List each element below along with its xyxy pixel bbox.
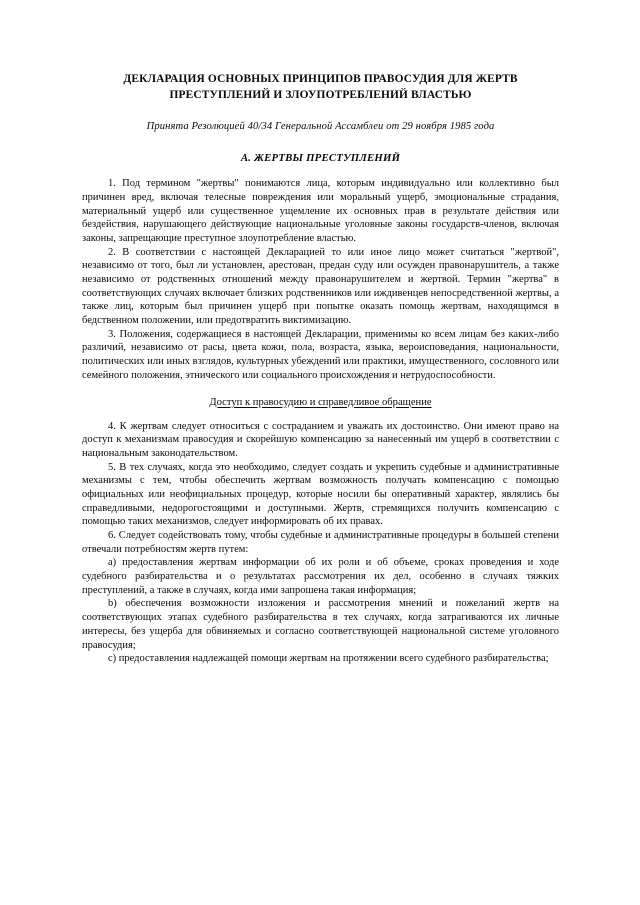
paragraph-3: 3. Положения, содержащиеся в настоящей Декларации, применимы ко всем лицам без каких-либо различий, независимо от расы, цвета кожи, пола, возраста, языка, вероисповедания, национальности, политических или иных взглядов, культурных убеждений или практики, имущественного, сословного или семейного положения, этнического или социального происхождения и нетрудоспособности. <box>82 328 559 381</box>
section-heading-a: А. ЖЕРТВЫ ПРЕСТУПЛЕНИЙ <box>240 152 401 165</box>
list-item-c: с) предоставления надлежащей помощи жертвам на протяжении всего судебного разбирательства; <box>108 653 549 665</box>
paragraph-4: 4. К жертвам следует относиться с состраданием и уважать их достоинство. Они имеют право на доступ к механизмам правосудия и скорейшую компенсацию за нанесенный им ущерб в соответствии с национальным законодательством. <box>82 420 559 459</box>
paragraph-1: 1. Под термином "жертвы" понимаются лица, которым индивидуально или коллективно был причинен вред, включая телесные повреждения или моральный ущерб, эмоциональные страдания, материальный ущерб или существенное ущемление их основных прав в результате действия или бездействия, нарушающего действующие национальные уголовные законы государств-членов, включая законы, запрещающие преступное злоупотребление властью. <box>82 178 559 244</box>
page-title-line-2: ПРЕСТУПЛЕНИЙ И ЗЛОУПОТРЕБЛЕНИЙ ВЛАСТЬЮ <box>169 88 472 101</box>
list-item-b: b) обеспечения возможности изложения и рассмотрения мнений и пожеланий жертв на соответствующих этапах судебного разбирательства в тех случаях, когда затрагиваются их личные интересы, без ущерба для обвиняемых и согласно соответствующей национальной системе уголовного правосудия; <box>82 598 559 651</box>
paragraph-5: 5. В тех случаях, когда это необходимо, следует создать и укрепить судебные и административные механизмы с тем, чтобы обеспечить жертвам возможность получать компенсацию с помощью официальных или неофициальных процедур, которые носили бы оперативный характер, являлись бы справедливыми, недорогостоящими и доступными. Жертв, стремящихся получить компенсацию с помощью таких механизмов, следует информировать об их правах. <box>82 461 559 528</box>
document-body <box>82 72 559 666</box>
subsection-heading-access-to-justice: Доступ к правосудию и справедливое обращение <box>209 396 432 408</box>
document-subtitle: Принята Резолюцией 40/34 Генеральной Ассамблеи от 29 ноября 1985 года <box>146 121 495 133</box>
paragraph-6: 6. Следует содействовать тому, чтобы судебные и административные процедуры в большей степени отвечали потребностям жертв путем: <box>82 530 559 555</box>
list-item-a: а) предоставления жертвам информации об их роли и об объеме, сроках проведения и ходе судебного разбирательства и о результатах рассмотрения их дел, особенно в случаях тяжких преступлений, а также в случаях, когда ими запрошена такая информация; <box>82 557 559 596</box>
page-title <box>96 72 545 103</box>
paragraph-2: 2. В соответствии с настоящей Декларацией то или иное лицо может считаться "жертвой", независимо от того, был ли установлен, арестован, предан суду или осужден правонарушитель, а также независимо от родственных отношений между правонарушителем и жертвой. Термин "жертва" в соответствующих случаях включает близких родственников или иждивенцев непосредственной жертвы, а также лиц, которым был причинен ущерб при попытке оказать помощь жертвам, находящимся в бедственном положении, или предотвратить виктимизацию. <box>82 246 559 327</box>
page-title-line-1: ДЕКЛАРАЦИЯ ОСНОВНЫХ ПРИНЦИПОВ ПРАВОСУДИЯ ДЛЯ ЖЕРТВ <box>123 73 518 85</box>
